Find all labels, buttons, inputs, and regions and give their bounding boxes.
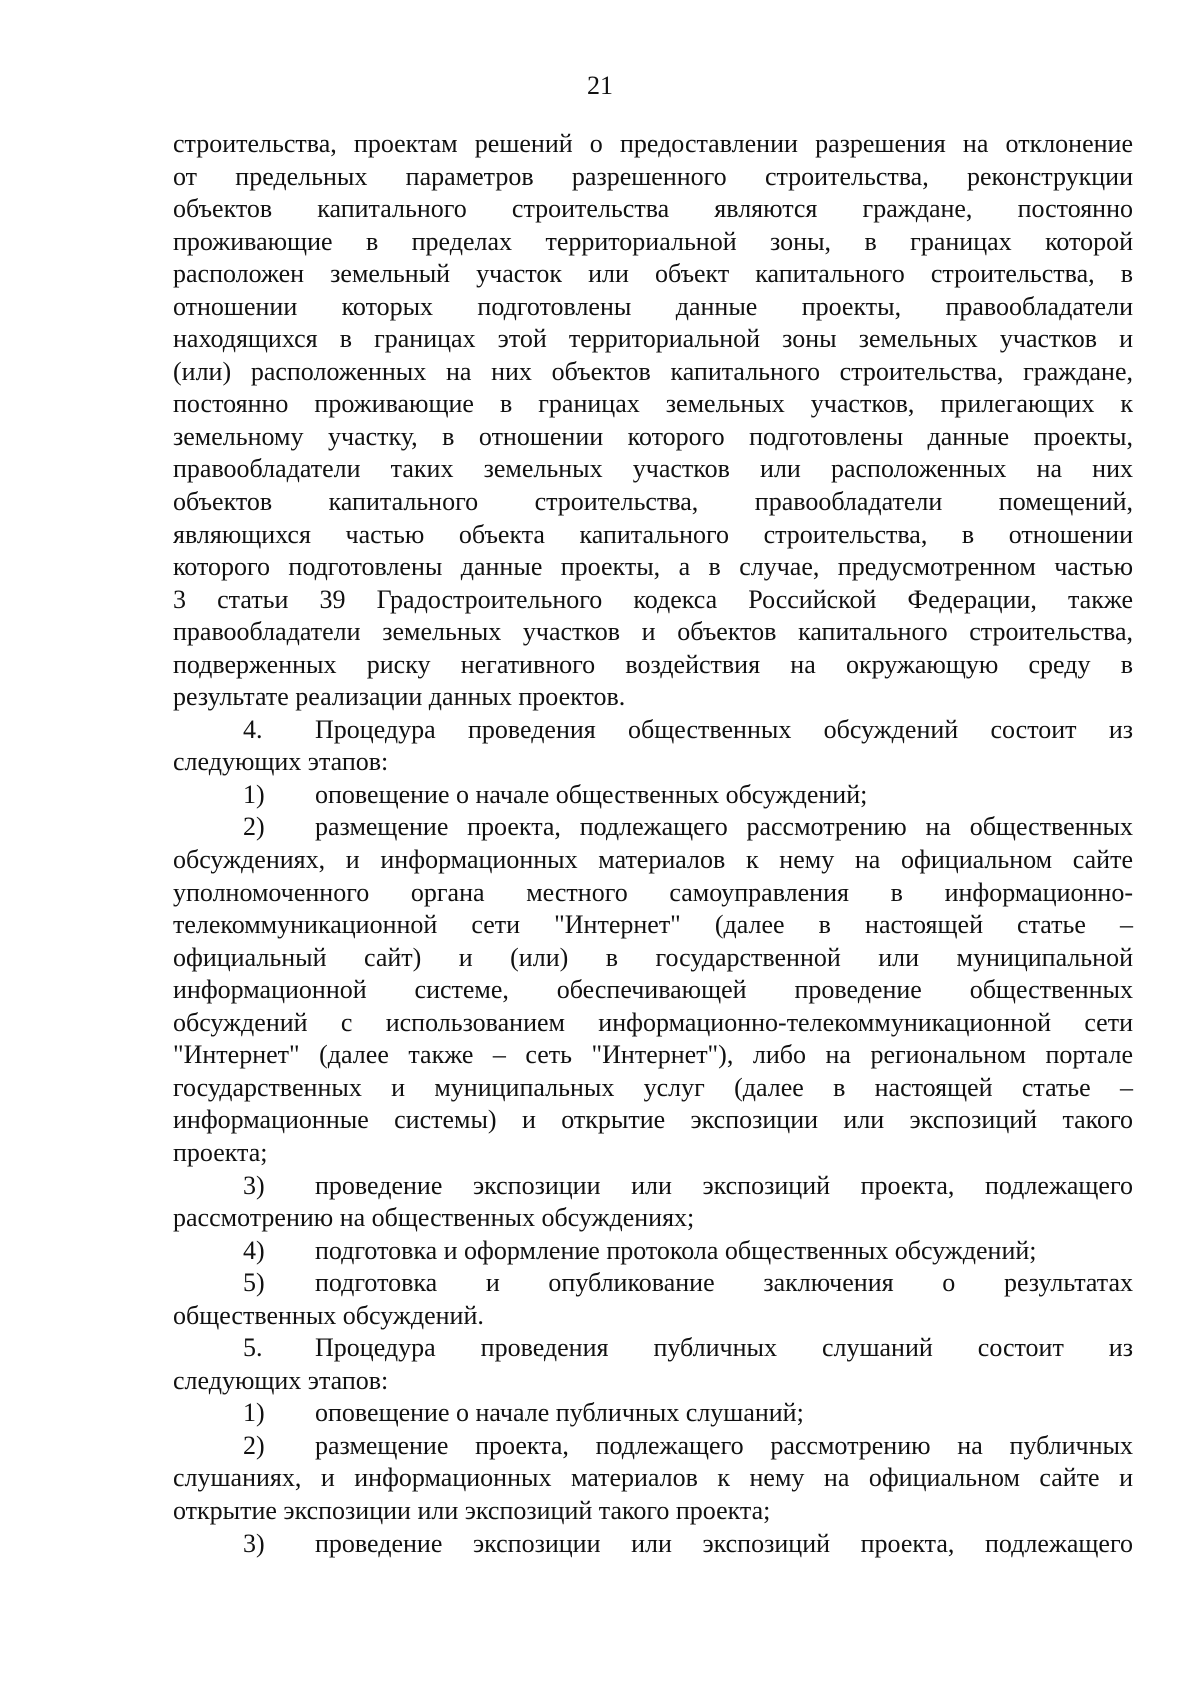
page-number: 21: [587, 71, 613, 100]
list-item-start-line: [173, 1397, 1133, 1430]
text-line: расположен земельный участок или объект капитального строительства, в: [173, 259, 1133, 289]
text-line: являющихся частью объекта капитального строительства, в отношении: [173, 519, 1133, 549]
list-item-text: проведение экспозиции или экспозиций проекта, подлежащего: [315, 1528, 1133, 1558]
text-line: информационной системе, обеспечивающей проведение общественных: [173, 975, 1133, 1005]
text-line: отношении которых подготовлены данные проекты, правообладатели: [173, 291, 1133, 321]
list-item-marker: 2): [243, 1430, 265, 1460]
text-line: правообладатели таких земельных участков или расположенных на них: [173, 454, 1133, 484]
text-line: официальный сайт) и (или) в государственной или муниципальной: [173, 942, 1133, 972]
list-item-text: размещение проекта, подлежащего рассмотрению на общественных: [315, 812, 1133, 842]
list-item-marker: 5): [243, 1268, 265, 1298]
text-line: следующих этапов:: [173, 747, 389, 777]
list-item-start-line: [173, 1267, 1133, 1300]
list-item-start-line: [173, 1170, 1133, 1203]
list-item-text: размещение проекта, подлежащего рассмотрению на публичных: [315, 1430, 1133, 1460]
list-item-text: подготовка и опубликование заключения о результатах: [315, 1268, 1133, 1298]
text-line: строительства, проектам решений о предоставлении разрешения на отклонение: [173, 129, 1133, 158]
text-line: следующих этапов:: [173, 1365, 389, 1395]
list-item-start-line: [173, 779, 1133, 812]
list-item-text: проведение экспозиции или экспозиций проекта, подлежащего: [315, 1170, 1133, 1200]
list-item-start-line: [173, 811, 1133, 844]
text-line: информационные системы) и открытие экспозиции или экспозиций такого: [173, 1105, 1133, 1135]
text-line: от предельных параметров разрешенного строительства, реконструкции: [173, 161, 1133, 191]
text-line: "Интернет" (далее также – сеть "Интернет"), либо на региональном портале: [173, 1040, 1133, 1070]
text-line: находящихся в границах этой территориальной зоны земельных участков и: [173, 324, 1133, 354]
list-item-text: подготовка и оформление протокола общественных обсуждений;: [315, 1235, 1037, 1265]
text-line: общественных обсуждений.: [173, 1300, 484, 1330]
list-item-start-line: [173, 714, 1133, 747]
list-item-start-line: [173, 1332, 1133, 1365]
list-item-start-line: [173, 1430, 1133, 1463]
text-line: земельному участку, в отношении которого подготовлены данные проекты,: [173, 421, 1133, 451]
text-line: открытие экспозиции или экспозиций такого проекта;: [173, 1495, 771, 1525]
list-item-text: оповещение о начале общественных обсуждений;: [315, 779, 868, 809]
text-line: результате реализации данных проектов.: [173, 682, 626, 712]
text-line: подверженных риску негативного воздействия на окружающую среду в: [173, 649, 1133, 679]
text-line: правообладатели земельных участков и объектов капитального строительства,: [173, 617, 1133, 647]
list-item-marker: 5.: [243, 1333, 263, 1363]
text-line: постоянно проживающие в границах земельных участков, прилегающих к: [173, 389, 1133, 419]
list-item-start-line: [173, 1528, 1133, 1561]
text-line: слушаниях, и информационных материалов к нему на официальном сайте и: [173, 1463, 1133, 1493]
list-item-marker: 4.: [243, 714, 263, 744]
list-item-marker: 3): [243, 1528, 265, 1558]
document-body: [173, 128, 1133, 1560]
list-item-text: Процедура проведения общественных обсуждений состоит из: [315, 714, 1133, 744]
list-item-marker: 4): [243, 1235, 265, 1265]
text-line: обсуждениях, и информационных материалов к нему на официальном сайте: [173, 845, 1133, 875]
list-item-text: оповещение о начале публичных слушаний;: [315, 1398, 804, 1428]
text-line: проживающие в пределах территориальной зоны, в границах которой: [173, 226, 1133, 256]
text-line: объектов капитального строительства, правообладатели помещений,: [173, 487, 1133, 517]
list-item-marker: 1): [243, 1398, 265, 1428]
text-line: обсуждений с использованием информационно-телекоммуникационной сети: [173, 1007, 1133, 1037]
text-line: объектов капитального строительства являются граждане, постоянно: [173, 194, 1133, 224]
list-item-marker: 3): [243, 1170, 265, 1200]
list-item-marker: 2): [243, 812, 265, 842]
text-line: которого подготовлены данные проекты, а в случае, предусмотренном частью: [173, 552, 1133, 582]
text-line: 3 статьи 39 Градостроительного кодекса Российской Федерации, также: [173, 584, 1133, 614]
text-line: уполномоченного органа местного самоуправления в информационно-: [173, 877, 1133, 907]
text-line: телекоммуникационной сети "Интернет" (далее в настоящей статье –: [173, 910, 1133, 940]
text-line: проекта;: [173, 1137, 268, 1167]
text-line: (или) расположенных на них объектов капитального строительства, граждане,: [173, 356, 1133, 386]
text-line: рассмотрению на общественных обсуждениях;: [173, 1203, 695, 1233]
list-item-text: Процедура проведения публичных слушаний состоит из: [315, 1333, 1133, 1363]
list-item-marker: 1): [243, 779, 265, 809]
list-item-start-line: [173, 1235, 1133, 1268]
text-line: государственных и муниципальных услуг (далее в настоящей статье –: [173, 1072, 1133, 1102]
